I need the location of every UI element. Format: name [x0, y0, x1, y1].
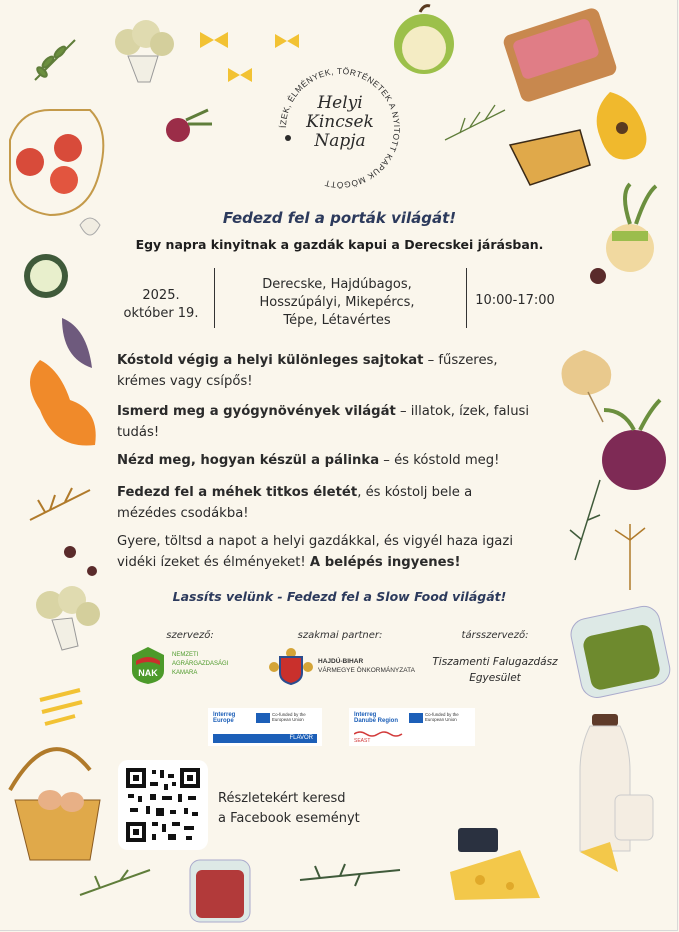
places-line-3: Tépe, Létavértes — [283, 313, 391, 328]
co-org-line: Egyesület — [469, 672, 521, 684]
red-beet-icon — [602, 400, 666, 490]
dill-icon — [445, 105, 505, 140]
co-organizer-name — [420, 654, 570, 686]
wheat-icon — [30, 488, 90, 520]
professional-partner-label: szakmai partner: — [297, 630, 383, 641]
highlight-rest: – fűszeres, krémes vagy csípős! — [117, 353, 498, 389]
nak-name — [172, 651, 228, 678]
event-date — [118, 287, 204, 323]
jam-jar-icon — [190, 860, 250, 922]
qr-code-box[interactable] — [118, 760, 208, 850]
squash-icon — [30, 360, 96, 446]
basket-icon — [510, 130, 590, 185]
highlight-bold: Nézd meg, hogyan készül a pálinka — [117, 453, 380, 468]
highlight-rest: – illatok, ízek, falusi tudás! — [117, 404, 530, 440]
highlight-rest: – és kóstold meg! — [379, 453, 500, 468]
interreg-danube-logo — [349, 708, 475, 746]
highlight-bees — [117, 482, 477, 524]
logo-title-2: Kincsek — [306, 112, 374, 132]
coat-of-arms-icon — [268, 645, 314, 685]
event-places — [222, 276, 452, 330]
hajdu-bihar-name — [318, 657, 415, 675]
nak-line: KAMARA — [172, 670, 198, 676]
ie-line: Interreg — [213, 712, 236, 718]
hb-line: HAJDÚ-BIHAR — [318, 658, 364, 665]
ie-cofund: Co-funded by the European Union — [272, 712, 306, 722]
highlight-cheese — [117, 350, 537, 392]
divider-right — [466, 268, 467, 328]
nak-line: AGRÁRGAZDASÁGI — [172, 661, 229, 667]
organizer-label: szervező: — [166, 630, 214, 641]
interreg-europe-logo — [208, 708, 322, 746]
leaf-icon — [62, 318, 92, 368]
nak-line: NEMZETI — [172, 652, 199, 658]
hb-line: VÁRMEGYE ÖNKORMÁNYZATA — [318, 667, 415, 674]
highlight-rest: , és kóstolj bele a mézédes csodákba! — [117, 485, 473, 521]
berry-icon — [87, 566, 97, 576]
nak-badge-text: NAK — [138, 668, 158, 678]
dill-flower-icon — [615, 524, 645, 590]
turnip-icon — [606, 184, 656, 272]
free-entry: A belépés ingyenes! — [309, 555, 461, 570]
egg-basket-icon — [10, 749, 100, 860]
pickle-jar-icon — [568, 603, 673, 700]
logo-title-3: Napja — [314, 131, 366, 151]
id-line: Interreg — [354, 712, 377, 718]
pear-icon — [597, 92, 647, 160]
facebook-line-2: a Facebook eseményt — [218, 811, 360, 826]
cheese-icon — [450, 828, 540, 900]
ie-program — [213, 712, 235, 724]
qr-code-icon[interactable] — [126, 768, 200, 842]
cauliflower-icon — [115, 20, 174, 82]
highlight-palinka — [117, 450, 537, 471]
highlight-bold: Kóstold végig a helyi különleges sajtokat — [117, 353, 424, 368]
wave-icon — [354, 730, 404, 738]
invite-body: Gyere, töltsd a napot a helyi gazdákkal, és vigyél haza igazi vidéki ízeket és élményeket! — [117, 534, 513, 570]
eu-flag-icon — [409, 713, 423, 723]
highlight-herbs — [117, 401, 537, 443]
subheadline: Egy napra kinyitnak a gazdák kapui a Derecskei járásban. — [135, 237, 544, 252]
nak-emblem-icon — [130, 645, 166, 685]
hajdu-bihar-logo — [268, 645, 418, 685]
event-time: 10:00-17:00 — [475, 293, 555, 308]
herb-sprig-icon — [35, 40, 75, 80]
berry-icon — [590, 268, 606, 284]
beet-icon — [166, 110, 212, 142]
co-org-line: Tiszamenti Falugazdász — [432, 656, 558, 668]
seast-label: SEAST — [354, 738, 371, 744]
divider-left — [214, 268, 215, 328]
slogan: Lassíts velünk - Fedezd fel a Slow Food világát! — [172, 589, 507, 604]
id-line: Danube Region — [354, 718, 399, 724]
facebook-line-1: Részletekért keresd — [218, 791, 346, 806]
berry-icon — [64, 546, 76, 558]
id-cofund: Co-funded by the European Union — [425, 712, 459, 722]
date-line-year: 2025. — [142, 288, 180, 303]
places-line-1: Derecske, Hajdúbagos, — [262, 277, 412, 292]
date-line-day: október 19. — [123, 306, 199, 321]
onion-icon — [562, 350, 612, 422]
glass-icon — [615, 795, 653, 840]
logo-ring-text: ÍZEK, ÉLMÉNYEK, TÖRTÉNETEK A NYITOTT KAPUK MÖGÖTT — [277, 65, 403, 191]
tomato-bag-icon — [10, 110, 103, 215]
meat-board-icon — [502, 6, 619, 103]
highlight-bold: Ismerd meg a gyógynövények világát — [117, 404, 396, 419]
herb-bottom-left-icon — [80, 870, 150, 895]
facebook-info — [218, 789, 360, 829]
places-line-2: Hosszúpályi, Mikepércs, — [259, 295, 415, 310]
nak-logo — [130, 645, 250, 685]
flavor-bar: FLAVOR — [213, 734, 317, 743]
rosemary-icon — [570, 480, 600, 560]
pasta-sticks-icon — [40, 690, 82, 724]
cucumber-icon — [24, 254, 68, 298]
ie-line: Europe — [213, 718, 234, 724]
eu-flag-icon — [256, 713, 270, 723]
co-organizer-label: társszervező: — [461, 630, 529, 641]
event-logo — [276, 64, 404, 192]
highlight-bold: Fedezd fel a méhek titkos életét — [117, 485, 358, 500]
invite-text — [117, 531, 537, 573]
logo-title-1: Helyi — [317, 93, 363, 113]
headline: Fedezd fel a porták világát! — [222, 209, 457, 227]
id-program — [354, 712, 398, 724]
herb-bottom-icon — [300, 864, 400, 886]
